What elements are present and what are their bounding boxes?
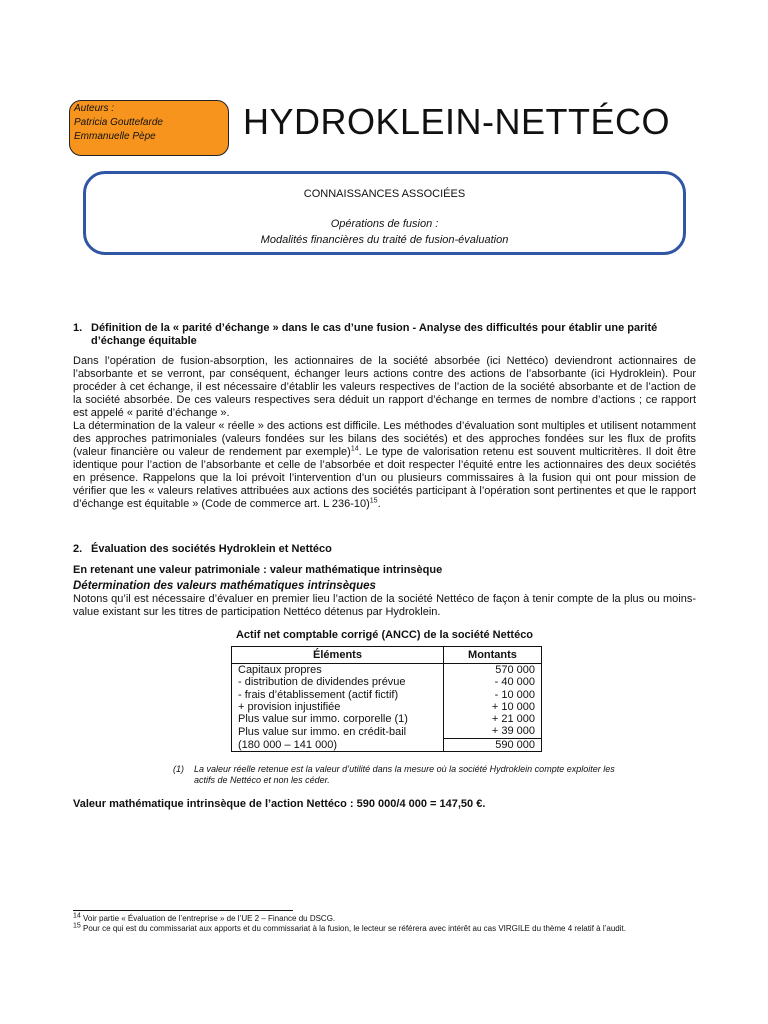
row-label: Plus value sur immo. corporelle (1): [232, 713, 444, 725]
row-amount: - 10 000: [444, 689, 542, 701]
paragraph: Dans l’opération de fusion-absorption, les actionnaires de la société absorbée (ici Nettéco) deviendront actionnaires de l’absorbante et se verront, par conséquent, échanger leurs actions contre des actions de l’absorbante (ici Hydroklein). Pour procéder à cet échange, il est nécessaire d’établir les valeurs respectives de l’action de la société absorbante et de l’action de la société absorbée. De ces valeurs respectives sera déduit un rapport d’échange en termes de nombre d’actions ; ce rapport est appelé « parité d’échange ».: [73, 355, 696, 419]
footnote: $^{15}$ Pour ce qui est du commissariat aux apports et du commissariat à la fusion, le lecteur se référera avec intérêt au cas VIRGILE du thème 4 relatif à l’audit.: [73, 922, 626, 933]
table-row: [232, 701, 542, 713]
footnotes: [73, 914, 690, 934]
topic-box: [83, 171, 686, 255]
author-name: Patricia Gouttefarde: [74, 117, 163, 128]
paragraph: La détermination de la valeur « réelle » des actions est difficile. Les méthodes d’évaluation sont multiples et utilisent notamment des approches patrimoniales (valeurs fondées sur les bilans des sociétés) et des approches fondées sur les flux de profits (valeur financière ou valeur de rendement par exemple)$^{14}$. Le type de valorisation retenu est souvent multicritères. Il doit être identique pour l’action de l’absorbante et celle de l’absorbée et doit respecter l’équité entre les actionnaires des deux sociétés en présence. Rappelons que la loi prévoit l’intervention d’un ou plusieurs commissaires à la fusion qui ont pour mission de vérifier que les « valeurs relatives attribuées aux actions des sociétés participant à l’opération sont pertinentes et que le rapport d’échange est équitable » (Code de commerce art. L 236-10)$^{15}$.: [73, 420, 697, 510]
row-amount: + 39 000: [444, 725, 542, 738]
footnote-number: 14: [73, 912, 81, 920]
row-label: Capitaux propres: [232, 664, 444, 677]
table-row: [232, 713, 542, 725]
table-row: [232, 725, 542, 738]
ancc-table: [231, 646, 542, 752]
total-amount: 590 000: [444, 738, 542, 751]
footnote-ref[interactable]: 14: [350, 445, 359, 453]
paragraph: Notons qu’il est nécessaire d’évaluer en premier lieu l’action de la société Nettéco de façon à tenir compte de la plus ou moins-value existant sur les titres de participation Nettéco détenus par Hydroklein.: [73, 593, 696, 618]
topic-subtitle: Opérations de fusion :: [330, 218, 439, 230]
topic-subtitle: Modalités financières du traité de fusion-évaluation: [260, 234, 509, 246]
row-amount: 570 000: [444, 664, 542, 677]
authors-label: Auteurs :: [74, 103, 115, 114]
table-total-row: [232, 738, 542, 751]
authors-box: [69, 100, 229, 156]
document-title: HYDROKLEIN-NETTÉCO: [243, 101, 671, 142]
table-note: [173, 764, 633, 786]
section-number: 2.: [73, 543, 83, 555]
row-label: Plus value sur immo. en crédit-bail: [232, 725, 444, 738]
column-header: Éléments: [232, 647, 444, 664]
section-2-body: [73, 593, 696, 619]
section-number: 1.: [73, 322, 83, 334]
row-label: - distribution de dividendes prévue: [232, 676, 444, 688]
footnote-divider: [73, 910, 293, 911]
section-2-heading: [73, 543, 696, 556]
total-label: (180 000 – 141 000): [232, 738, 444, 751]
valeur-result: Valeur mathématique intrinsèque de l’action Nettéco : 590 000/4 000 = 147,50 €.: [73, 798, 486, 810]
table-title: Actif net comptable corrigé (ANCC) de la société Nettéco: [235, 629, 534, 641]
section-2: [73, 543, 696, 619]
section-1-body: [73, 355, 696, 511]
table-row: [232, 689, 542, 701]
row-amount: - 40 000: [444, 676, 542, 688]
row-label: - frais d’établissement (actif fictif): [232, 689, 444, 701]
table-row: [232, 676, 542, 688]
section-1-heading: [73, 322, 696, 348]
section-title: Définition de la « parité d’échange » dans le cas d’une fusion - Analyse des difficultés pour établir une parité d’échange équitable: [91, 322, 658, 347]
note-number: (1): [173, 764, 184, 774]
table-header-row: [232, 647, 542, 664]
table-row: [232, 664, 542, 677]
subheading: En retenant une valeur patrimoniale : valeur mathématique intrinsèque: [73, 564, 443, 576]
footnote-ref[interactable]: 15: [369, 497, 378, 505]
topic-heading: CONNAISSANCES ASSOCIÉES: [303, 188, 466, 200]
row-amount: + 10 000: [444, 701, 542, 713]
note-text: La valeur réelle retenue est la valeur d’utilité dans la mesure où la société Hydroklein compte exploiter les actifs de Nettéco et non les céder.: [194, 764, 615, 785]
footnote-number: 15: [73, 922, 81, 930]
footnote: $^{14}$ Voir partie « Évaluation de l’entreprise » de l’UE 2 – Finance du DSCG.: [73, 912, 336, 923]
section-title: Évaluation des sociétés Hydroklein et Nettéco: [91, 543, 332, 555]
column-header: Montants: [444, 647, 542, 664]
author-name: Emmanuelle Pèpe: [74, 131, 156, 142]
subsubheading: Détermination des valeurs mathématiques intrinsèques: [73, 580, 376, 592]
section-1: [73, 322, 696, 511]
row-label: + provision injustifiée: [232, 701, 444, 713]
row-amount: + 21 000: [444, 713, 542, 725]
